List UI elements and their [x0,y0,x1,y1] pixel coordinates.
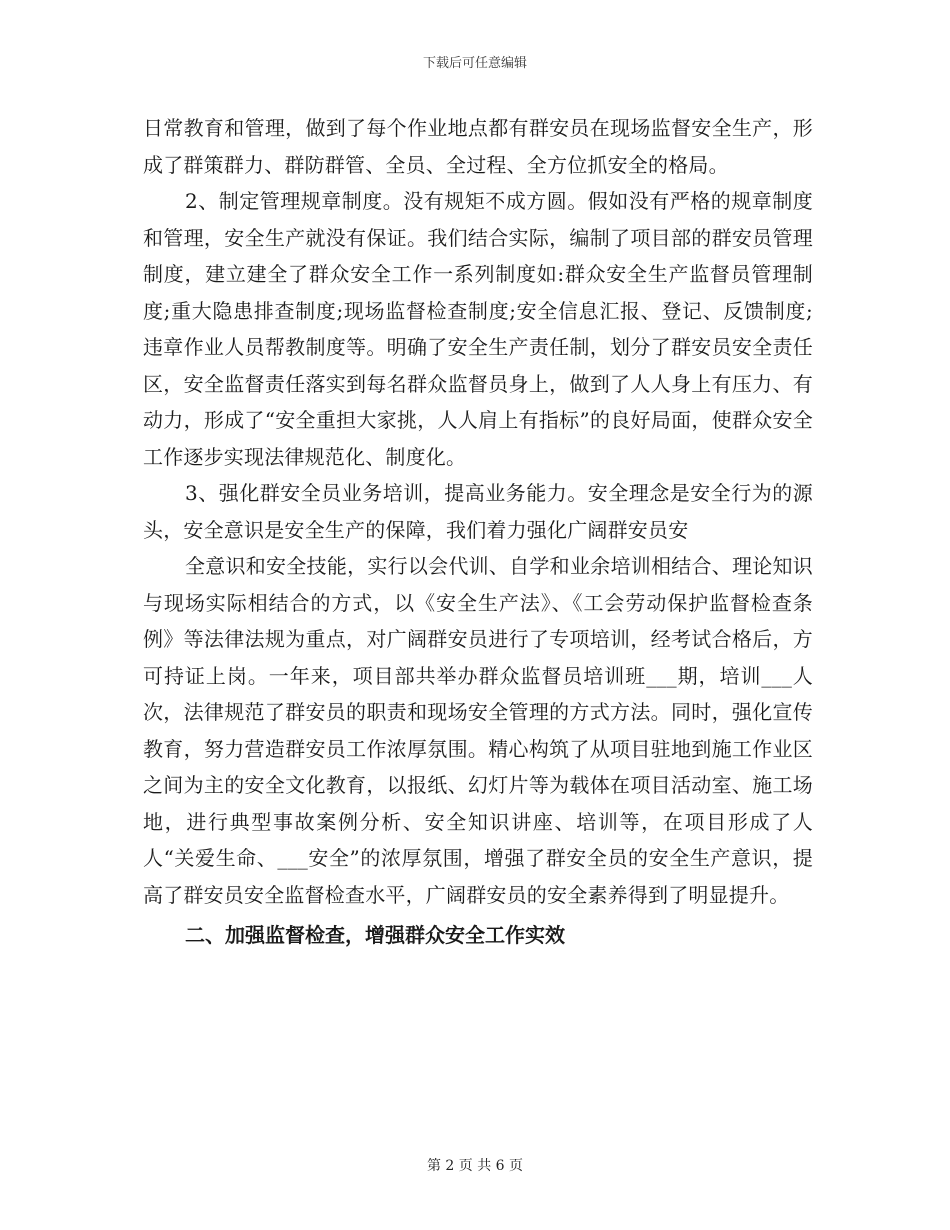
paragraph-continuation: 日常教育和管理，做到了每个作业地点都有群安员在现场监督安全生产，形成了群策群力、群防群管、全员、全过程、全方位抓安全的格局。 [143,116,813,177]
paragraph-training-intro: 3、强化群安全员业务培训，提高业务能力。安全理念是安全行为的源头，安全意识是安全生产的保障，我们着力强化广阔群安员安 [143,481,813,542]
paragraph-training-detail: 全意识和安全技能，实行以会代训、自学和业余培训相结合、理论知识与现场实际相结合的方式，以《安全生产法》、《工会劳动保护监督检查条例》等法律法规为重点，对广阔群安员进行了专项培训，经考试合格后，方可持证上岗。一年来，项目部共举办群众监督员培训班___期，培训___人次，法律规范了群安员的职责和现场安全管理的方式方法。同时，强化宣传教育，努力营造群安员工作浓厚氛围。精心构筑了从项目驻地到施工作业区之间为主的安全文化教育，以报纸、幻灯片等为载体在项目活动室、施工场地，进行典型事故案例分析、安全知识讲座、培训等，在项目形成了人人“关爱生命、___安全”的浓厚氛围，增强了群安全员的安全生产意识，提高了群安员安全监督检查水平，广阔群安员的安全素养得到了明显提升。 [143,554,813,907]
paragraph-rules-system: 2、制定管理规章制度。没有规矩不成方圆。假如没有严格的规章制度和管理，安全生产就没有保证。我们结合实际，编制了项目部的群安员管理制度，建立建全了群众安全工作一系列制度如:群众安全生产监督员管理制度;重大隐患排查制度;现场监督检查制度;安全信息汇报、登记、反馈制度;违章作业人员帮教制度等。明确了安全生产责任制，划分了群安员安全责任区，安全监督责任落实到每名群众监督员身上，做到了人人身上有压力、有动力，形成了“安全重担大家挑，人人肩上有指标”的良好局面，使群众安全工作逐步实现法律规范化、制度化。 [143,189,813,469]
document-body [143,110,813,954]
page-footer: 第 2 页 共 6 页 [426,1158,524,1174]
page-header: 下载后可任意编辑 [422,56,527,71]
section-heading: 二、加强监督检查，增强群众安全工作实效 [185,923,565,947]
